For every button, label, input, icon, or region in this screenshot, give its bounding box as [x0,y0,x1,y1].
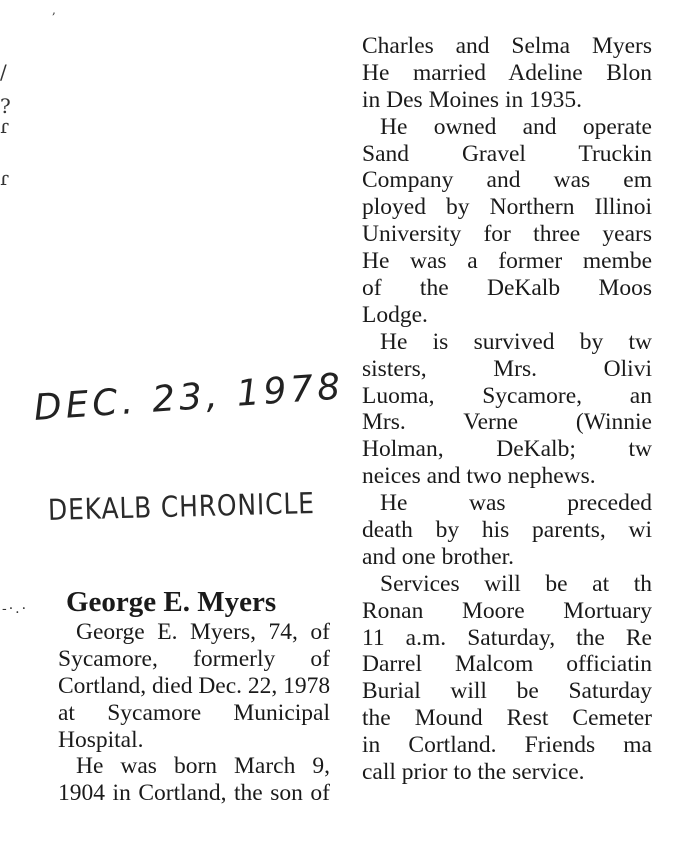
text-line: He was preceded [380,490,652,517]
text-line: sisters, Mrs. Olivi [362,355,652,382]
text-line: and one brother. [362,543,515,570]
text-line: Hospital. [58,726,144,753]
text-line: Holman, DeKalb; tw [362,436,652,463]
text-line: Company and was em [362,167,652,194]
newspaper-name-stamp: DEKALB CHRONICLE [47,486,316,527]
text-line: the Mound Rest Cemeter [362,705,652,732]
text-line: Mrs. Verne (Winnie [362,409,652,436]
scan-artifact-mark: -·.· [2,601,29,617]
text-line: Sycamore, formerly of [58,645,330,672]
right-text-column [362,33,652,786]
text-line: George E. Myers, 74, of [76,619,330,645]
text-line: He was a former membe [362,248,652,275]
text-line: He was born March 9, [76,753,330,780]
text-line: 11 a.m. Saturday, the Re [362,624,652,651]
text-line: He married Adeline Blon [362,59,652,86]
text-line: neices and two nephews. [362,463,596,490]
text-line: at Sycamore Municipal [58,699,330,726]
text-line: call prior to the service. [362,759,585,786]
text-line: death by his parents, wi [362,517,652,544]
text-line: Sand Gravel Truckin [362,140,652,167]
text-line: ployed by Northern Illinoi [362,194,652,221]
text-line: Charles and Selma Myers [362,33,652,59]
obituary-headline: George E. Myers [66,586,277,618]
handwritten-date: DEC. 23, 1978 [32,366,346,429]
text-line: Burial will be Saturday [362,678,652,705]
scan-artifact-mark: ɾ [0,114,10,138]
text-line: of the DeKalb Moos [362,275,652,302]
text-line: Lodge. [362,301,428,328]
scan-artifact-mark: / [0,60,7,84]
text-line: Luoma, Sycamore, an [362,382,652,409]
text-line: Services will be at th [380,570,652,597]
text-line: Cortland, died Dec. 22, 1978 [58,672,331,699]
text-line: Ronan Moore Mortuary [362,597,652,624]
text-line: Darrel Malcom officiatin [362,651,652,678]
left-text-column [58,619,330,807]
scan-artifact-mark: ɾ [0,166,10,190]
text-line: in Des Moines in 1935. [362,86,582,113]
scan-artifact-mark: , [52,3,56,17]
text-line: He owned and operate [380,113,652,140]
text-line: University for three years [362,221,652,248]
scan-artifact-mark: ? [0,94,11,118]
text-line: 1904 in Cortland, the son of [58,780,330,807]
text-line: He is survived by tw [380,328,652,355]
text-line: in Cortland. Friends ma [362,732,652,759]
